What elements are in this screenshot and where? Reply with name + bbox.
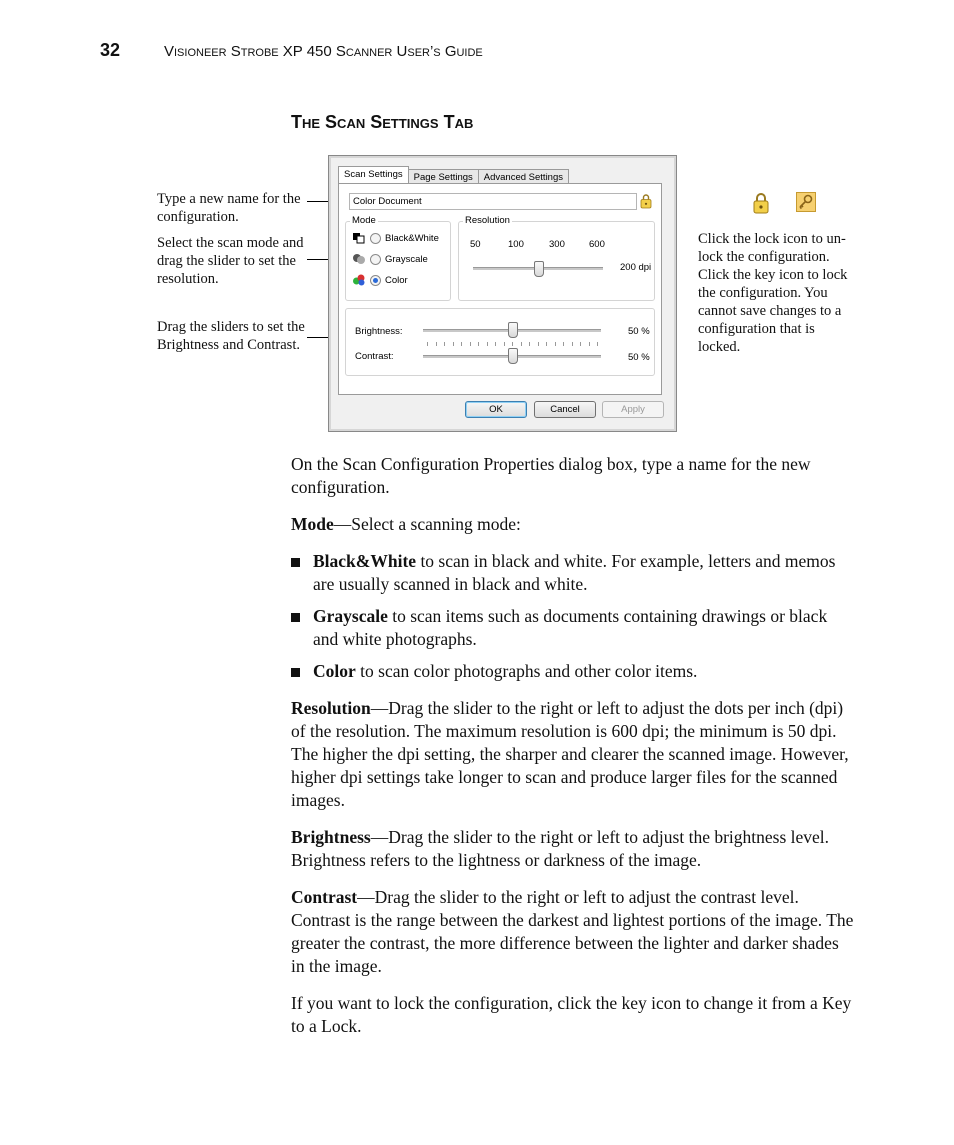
slider-tick — [444, 342, 445, 346]
slider-tick — [453, 342, 454, 346]
slider-tick — [512, 342, 513, 346]
radio-grayscale[interactable] — [370, 254, 381, 265]
mode-term: Mode — [291, 514, 334, 534]
mode-label: Mode — [352, 215, 376, 226]
slider-tick-marks — [427, 342, 597, 346]
slider-tick — [427, 342, 428, 346]
resolution-tick-label: 300 — [549, 239, 565, 250]
body-text — [291, 453, 856, 1052]
resolution-text: —Drag the slider to the right or left to adjust the dots per inch (dpi) of the resolution. The maximum resolution is 600 dpi; the minimum is 50 dpi. The higher the dpi setting, the sharper and clearer the scanned image. However, higher dpi settings take longer to scan and produce larger files for the scanned images. — [291, 698, 849, 810]
resolution-group — [458, 215, 655, 301]
brightness-paragraph — [291, 826, 856, 872]
callout-mode: Select the scan mode and drag the slider to set the resolution. — [157, 235, 304, 287]
section-title: The Scan Settings Tab — [291, 112, 474, 132]
page-number: 32 — [100, 40, 121, 60]
slider-tick — [521, 342, 522, 346]
running-title: Visioneer Strobe XP 450 Scanner User’s Guide — [164, 43, 483, 60]
tab-page-settings[interactable]: Page Settings — [408, 169, 479, 183]
contrast-paragraph — [291, 886, 856, 978]
slider-tick — [589, 342, 590, 346]
mode-option-grayscale[interactable] — [352, 253, 428, 265]
mode-option-label: Color — [385, 274, 408, 286]
list-item — [291, 660, 856, 683]
resolution-slider-thumb[interactable] — [534, 261, 544, 277]
slider-tick — [470, 342, 471, 346]
bullet-text: to scan color photographs and other color items. — [355, 661, 698, 681]
brightness-value: 50 % — [628, 326, 650, 337]
bullet-term: Grayscale — [313, 606, 388, 626]
contrast-slider-thumb[interactable] — [508, 348, 518, 364]
bullet-square-icon — [291, 613, 300, 622]
apply-button[interactable]: Apply — [602, 401, 664, 418]
resolution-tick-label: 100 — [508, 239, 524, 250]
slider-tick — [555, 342, 556, 346]
slider-tick — [461, 342, 462, 346]
mode-paragraph — [291, 513, 856, 536]
slider-tick — [546, 342, 547, 346]
mode-option-label: Grayscale — [385, 253, 428, 265]
scan-settings-panel — [338, 183, 662, 395]
resolution-value: 200 dpi — [620, 262, 652, 273]
brightness-term: Brightness — [291, 827, 371, 847]
slider-tick — [478, 342, 479, 346]
slider-tick — [436, 342, 437, 346]
slider-tick — [563, 342, 564, 346]
lock-key-icons — [752, 192, 816, 214]
resolution-label: Resolution — [465, 215, 510, 226]
resolution-paragraph — [291, 697, 856, 812]
bullet-text: to scan items such as documents containing drawings or black and white photographs. — [313, 606, 828, 649]
slider-tick — [597, 342, 598, 346]
mode-option-bw[interactable] — [352, 232, 439, 244]
tab-advanced-settings[interactable]: Advanced Settings — [478, 169, 569, 183]
tab-scan-settings[interactable]: Scan Settings — [338, 166, 409, 183]
key-icon[interactable] — [796, 192, 816, 212]
bullet-term: Black&White — [313, 551, 417, 571]
lock-icon[interactable] — [640, 193, 652, 209]
callout-lock: Click the lock icon to un-lock the configuration. Click the key icon to lock the configuration. You cannot save changes to a configuration that is locked. — [698, 231, 848, 355]
bullet-square-icon — [291, 668, 300, 677]
brightness-text: —Drag the slider to the right or left to adjust the brightness level. Brightness refers to the lightness or darkness of the image. — [291, 827, 830, 870]
slider-tick — [572, 342, 573, 346]
mode-text: —Select a scanning mode: — [333, 514, 521, 534]
config-name-input[interactable]: Color Document — [349, 193, 637, 210]
tab-strip — [338, 166, 568, 183]
resolution-tick-label: 600 — [589, 239, 605, 250]
grayscale-icon — [352, 253, 366, 265]
bullet-square-icon — [291, 558, 300, 567]
color-icon — [352, 274, 366, 286]
bullet-text: to scan in black and white. For example, letters and memos are usually scanned in black and white. — [313, 551, 836, 594]
lock-icon[interactable] — [752, 192, 770, 214]
contrast-text: —Drag the slider to the right or left to adjust the contrast level. Contrast is the range between the darkest and lightest portions of the image. The greater the contrast, the more difference between the lighter and darker shades in the image. — [291, 887, 854, 976]
slider-tick — [529, 342, 530, 346]
brightness-slider-thumb[interactable] — [508, 322, 518, 338]
callout-sliders: Drag the sliders to set the Brightness and Contrast. — [157, 319, 305, 353]
ok-button[interactable]: OK — [465, 401, 527, 418]
slider-tick — [538, 342, 539, 346]
slider-tick — [580, 342, 581, 346]
intro-paragraph: On the Scan Configuration Properties dialog box, type a name for the new configuration. — [291, 454, 811, 497]
bullet-term: Color — [313, 661, 356, 681]
contrast-term: Contrast — [291, 887, 358, 907]
mode-option-color[interactable] — [352, 274, 408, 286]
resolution-tick-label: 50 — [470, 239, 481, 250]
slider-tick — [495, 342, 496, 346]
callout-name: Type a new name for the configuration. — [157, 191, 301, 225]
resolution-term: Resolution — [291, 698, 371, 718]
brightness-contrast-group — [345, 308, 655, 376]
mode-group — [345, 215, 451, 301]
brightness-label: Brightness: — [355, 326, 403, 337]
cancel-button[interactable]: Cancel — [534, 401, 596, 418]
slider-tick — [504, 342, 505, 346]
black-white-icon — [352, 232, 366, 244]
slider-tick — [487, 342, 488, 346]
radio-black-white[interactable] — [370, 233, 381, 244]
scan-settings-dialog — [328, 155, 677, 432]
mode-option-label: Black&White — [385, 232, 439, 244]
lock-paragraph: If you want to lock the configuration, click the key icon to change it from a Key to a Lock. — [291, 993, 852, 1036]
list-item — [291, 550, 856, 596]
radio-color[interactable] — [370, 275, 381, 286]
contrast-label: Contrast: — [355, 351, 394, 362]
contrast-value: 50 % — [628, 352, 650, 363]
list-item — [291, 605, 856, 651]
